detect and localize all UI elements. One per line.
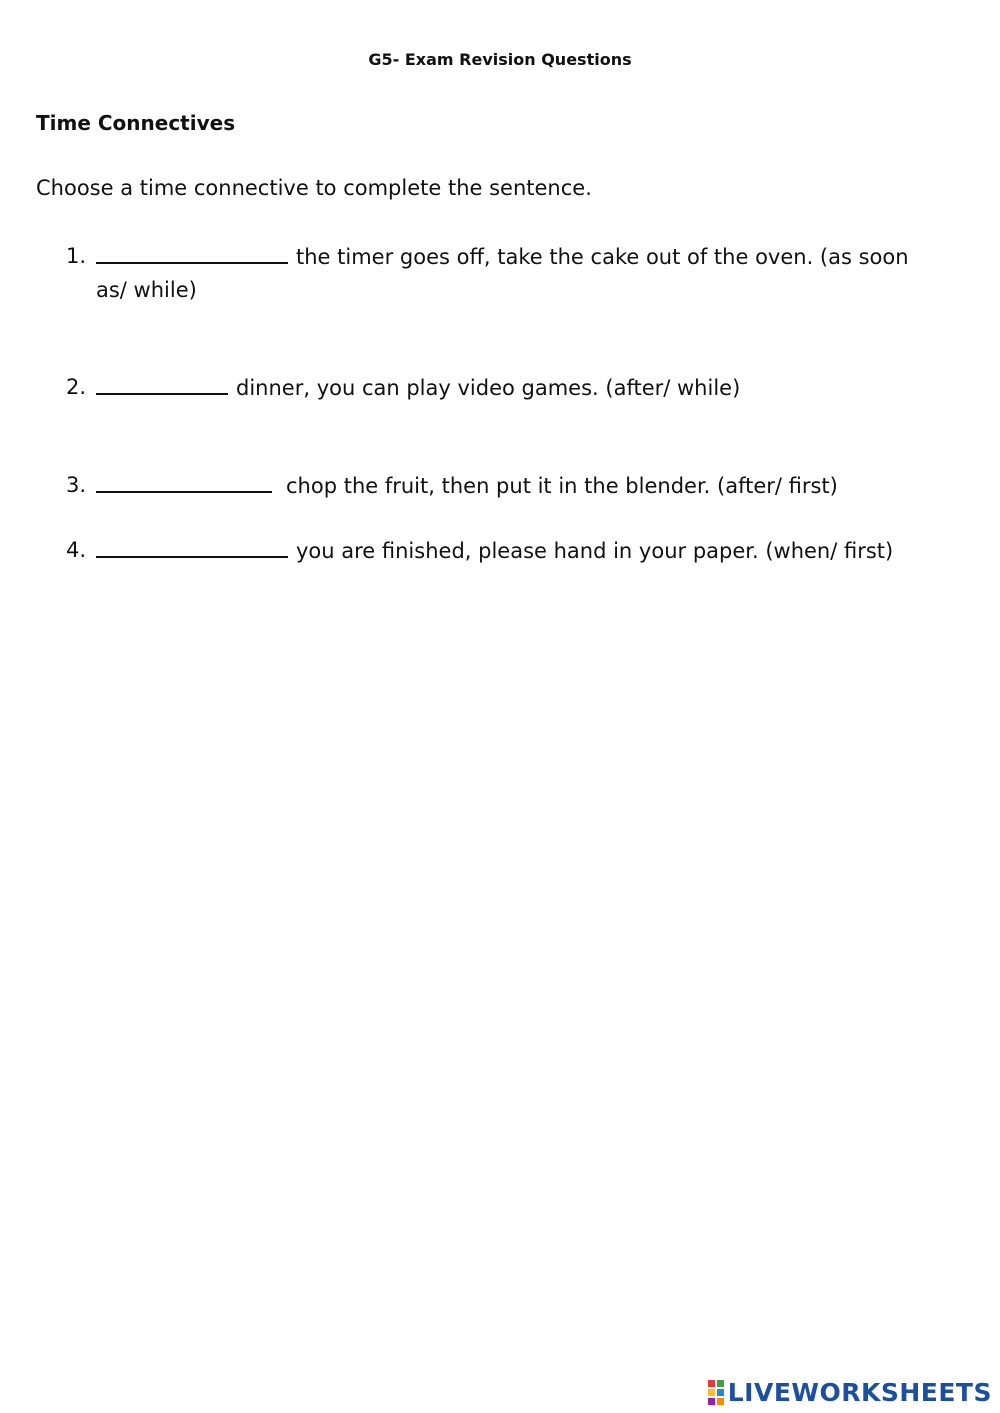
question-4 [66, 534, 946, 568]
question-number: 4. [66, 538, 87, 562]
question-text: dinner, you can play video games. (after/ while) [236, 376, 741, 400]
logo-squares-icon [708, 1380, 724, 1405]
section-heading: Time Connectives [36, 111, 236, 135]
answer-blank-3[interactable] [96, 469, 272, 493]
question-number: 3. [66, 473, 87, 497]
logo-square [717, 1389, 724, 1396]
logo-square [717, 1380, 724, 1387]
question-1 [66, 240, 946, 307]
question-text: the timer goes off, take the cake out of the oven. (as soon as/ while) [96, 245, 909, 302]
question-number: 1. [66, 244, 87, 268]
logo-square [708, 1389, 715, 1396]
question-text: you are finished, please hand in your paper. (when/ first) [296, 539, 894, 563]
answer-blank-4[interactable] [96, 534, 288, 558]
logo-text: LIVEWORKSHEETS [727, 1377, 992, 1407]
logo-square [708, 1380, 715, 1387]
answer-blank-2[interactable] [96, 371, 228, 395]
logo-square [717, 1398, 724, 1405]
answer-blank-1[interactable] [96, 240, 288, 264]
instruction-text: Choose a time connective to complete the sentence. [36, 176, 592, 200]
question-text: chop the fruit, then put it in the blender. (after/ first) [286, 474, 838, 498]
logo-square [708, 1398, 715, 1405]
question-2 [66, 371, 946, 405]
liveworksheets-logo [708, 1377, 992, 1407]
question-3 [66, 469, 946, 503]
page-title: G5- Exam Revision Questions [368, 50, 632, 69]
question-number: 2. [66, 375, 87, 399]
